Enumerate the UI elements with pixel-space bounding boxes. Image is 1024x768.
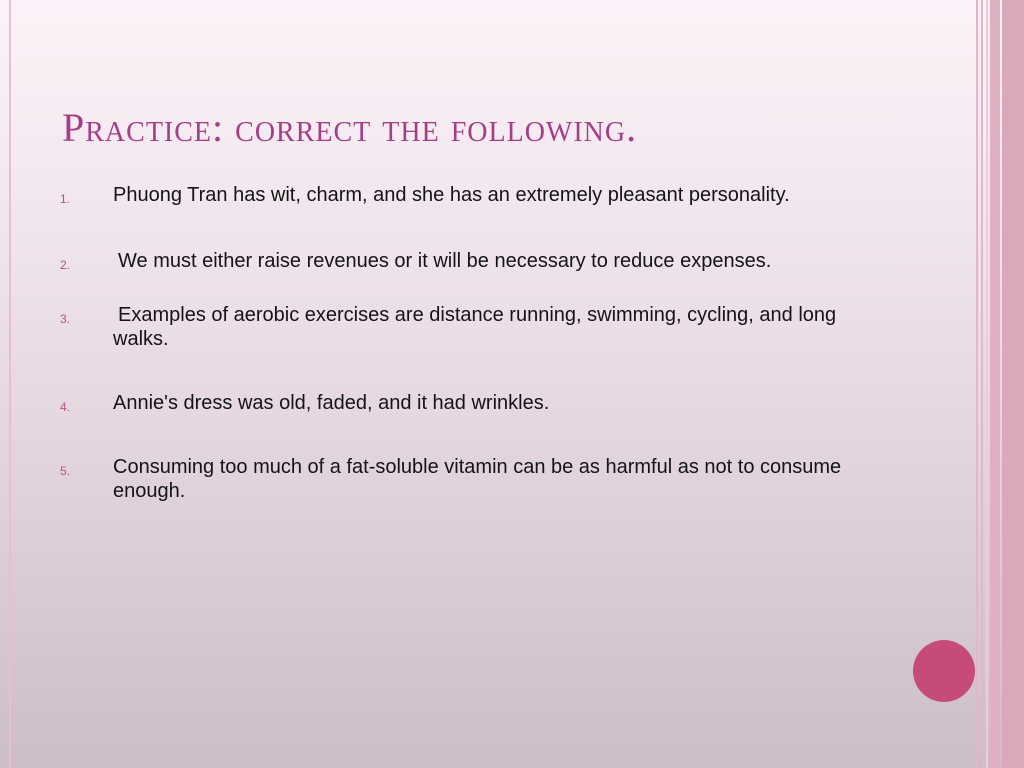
list-item-number: 4. <box>60 400 71 414</box>
stripe-2 <box>981 0 983 768</box>
list-item <box>60 391 890 415</box>
list-item <box>60 183 890 207</box>
stripe-5 <box>1002 0 1024 768</box>
list-item-number: 2. <box>60 258 71 272</box>
exercise-list <box>60 180 890 503</box>
stripe-3 <box>986 0 988 768</box>
list-item-text: Consuming too much of a fat-soluble vitamin can be as harmful as not to consume enough. <box>113 456 842 502</box>
list-item <box>60 455 890 503</box>
stripe-4 <box>990 0 1000 768</box>
list-item <box>60 249 890 273</box>
stripe-1 <box>976 0 978 768</box>
list-item-number: 3. <box>60 312 71 326</box>
list-item-number: 1. <box>60 192 71 206</box>
slide-title: Practice: correct the following. <box>62 105 638 150</box>
list-item-text: Annie's dress was old, faded, and it had wrinkles. <box>113 392 550 414</box>
list-item-text: We must either raise revenues or it will be necessary to reduce expenses. <box>118 250 772 272</box>
left-border-line <box>9 0 11 768</box>
list-item-text: Phuong Tran has wit, charm, and she has an extremely pleasant personality. <box>113 184 790 206</box>
list-item-text: Examples of aerobic exercises are distance running, swimming, cycling, and long walks. <box>113 304 837 350</box>
decorative-circle <box>913 640 975 702</box>
list-item-number: 5. <box>60 464 71 478</box>
right-decorative-stripes <box>976 0 1024 768</box>
list-item <box>60 303 890 351</box>
